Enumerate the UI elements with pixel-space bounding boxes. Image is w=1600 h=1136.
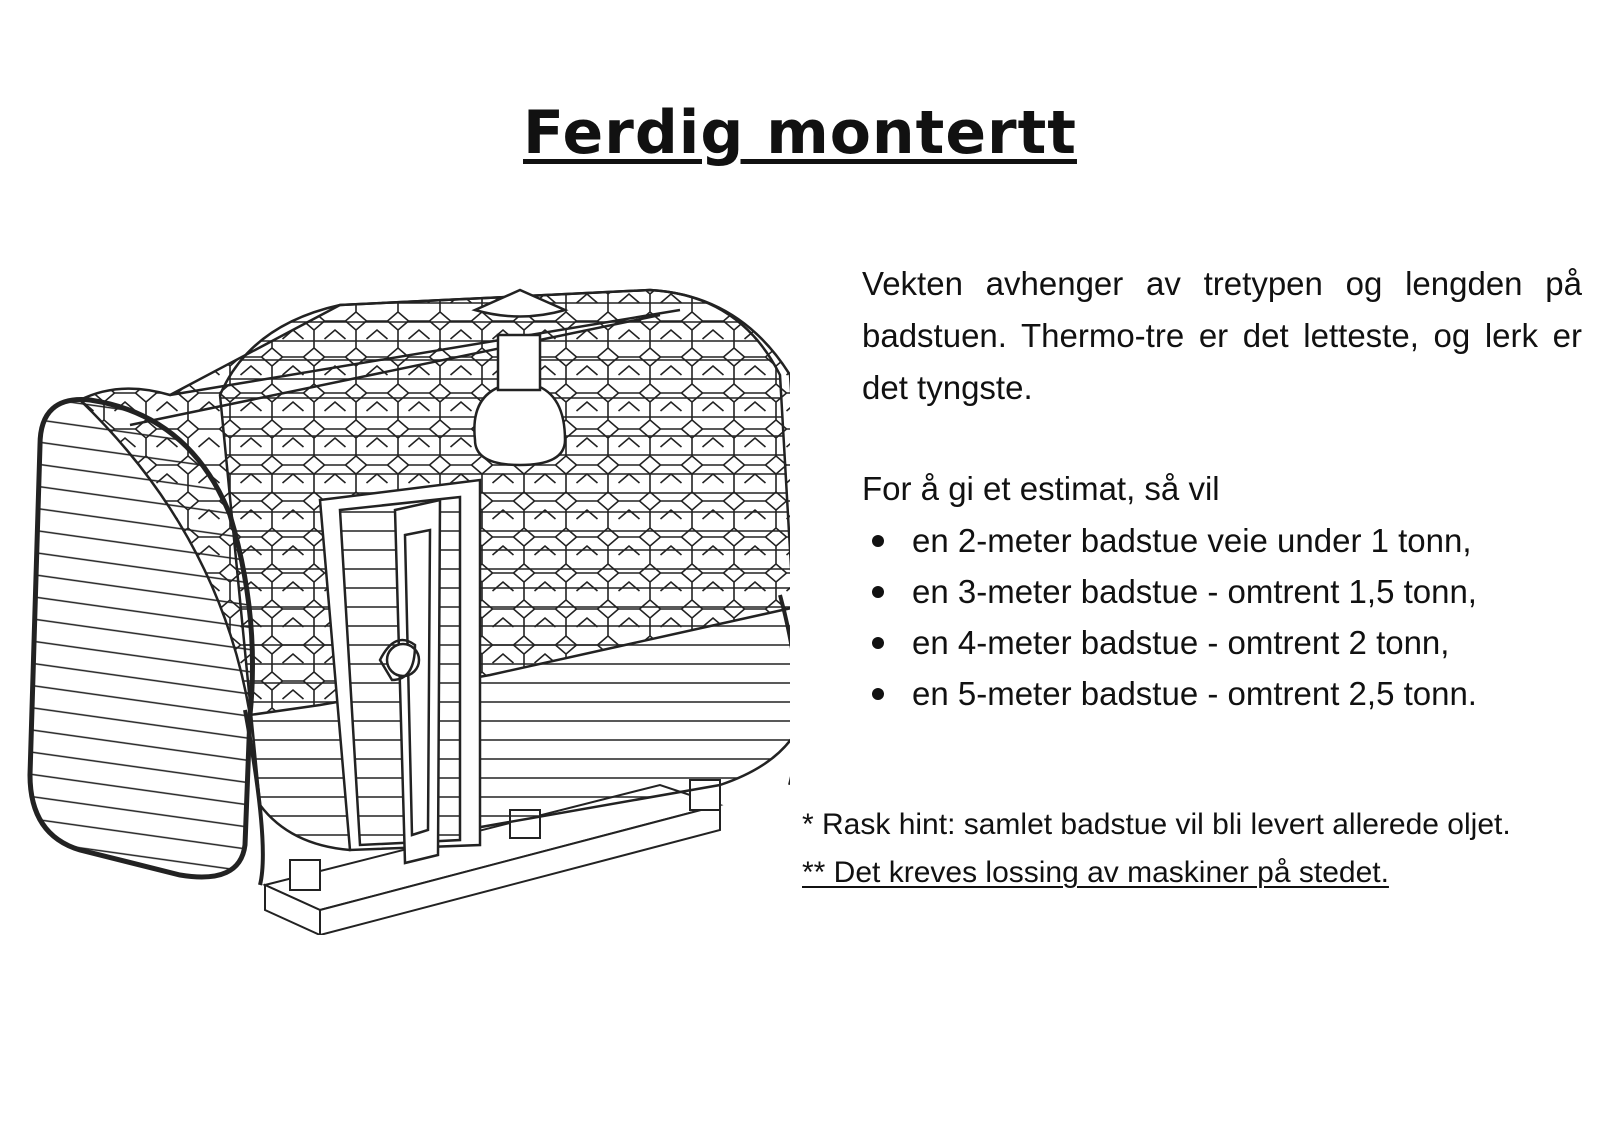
page-title: Ferdig montertt [523, 98, 1077, 169]
list-item: en 3-meter badstue - omtrent 1,5 tonn, [862, 566, 1477, 617]
list-item: en 2-meter badstue veie under 1 tonn, [862, 515, 1477, 566]
oil-hint: * Rask hint: samlet badstue vil bli levert allerede oljet. [802, 808, 1511, 841]
list-item: en 4-meter badstue - omtrent 2 tonn, [862, 617, 1477, 668]
unloading-hint: ** Det kreves lossing av maskiner på stedet. [802, 856, 1389, 889]
sauna-illustration [20, 285, 790, 935]
estimate-intro: For å gi et estimat, så vil [862, 470, 1220, 507]
weight-description: Vekten avhenger av tretypen og lengden på badstuen. Thermo-tre er det letteste, og lerk er det tyngste. [862, 265, 1582, 406]
weight-list [862, 515, 1477, 719]
list-item: en 5-meter badstue - omtrent 2,5 tonn. [862, 668, 1477, 719]
